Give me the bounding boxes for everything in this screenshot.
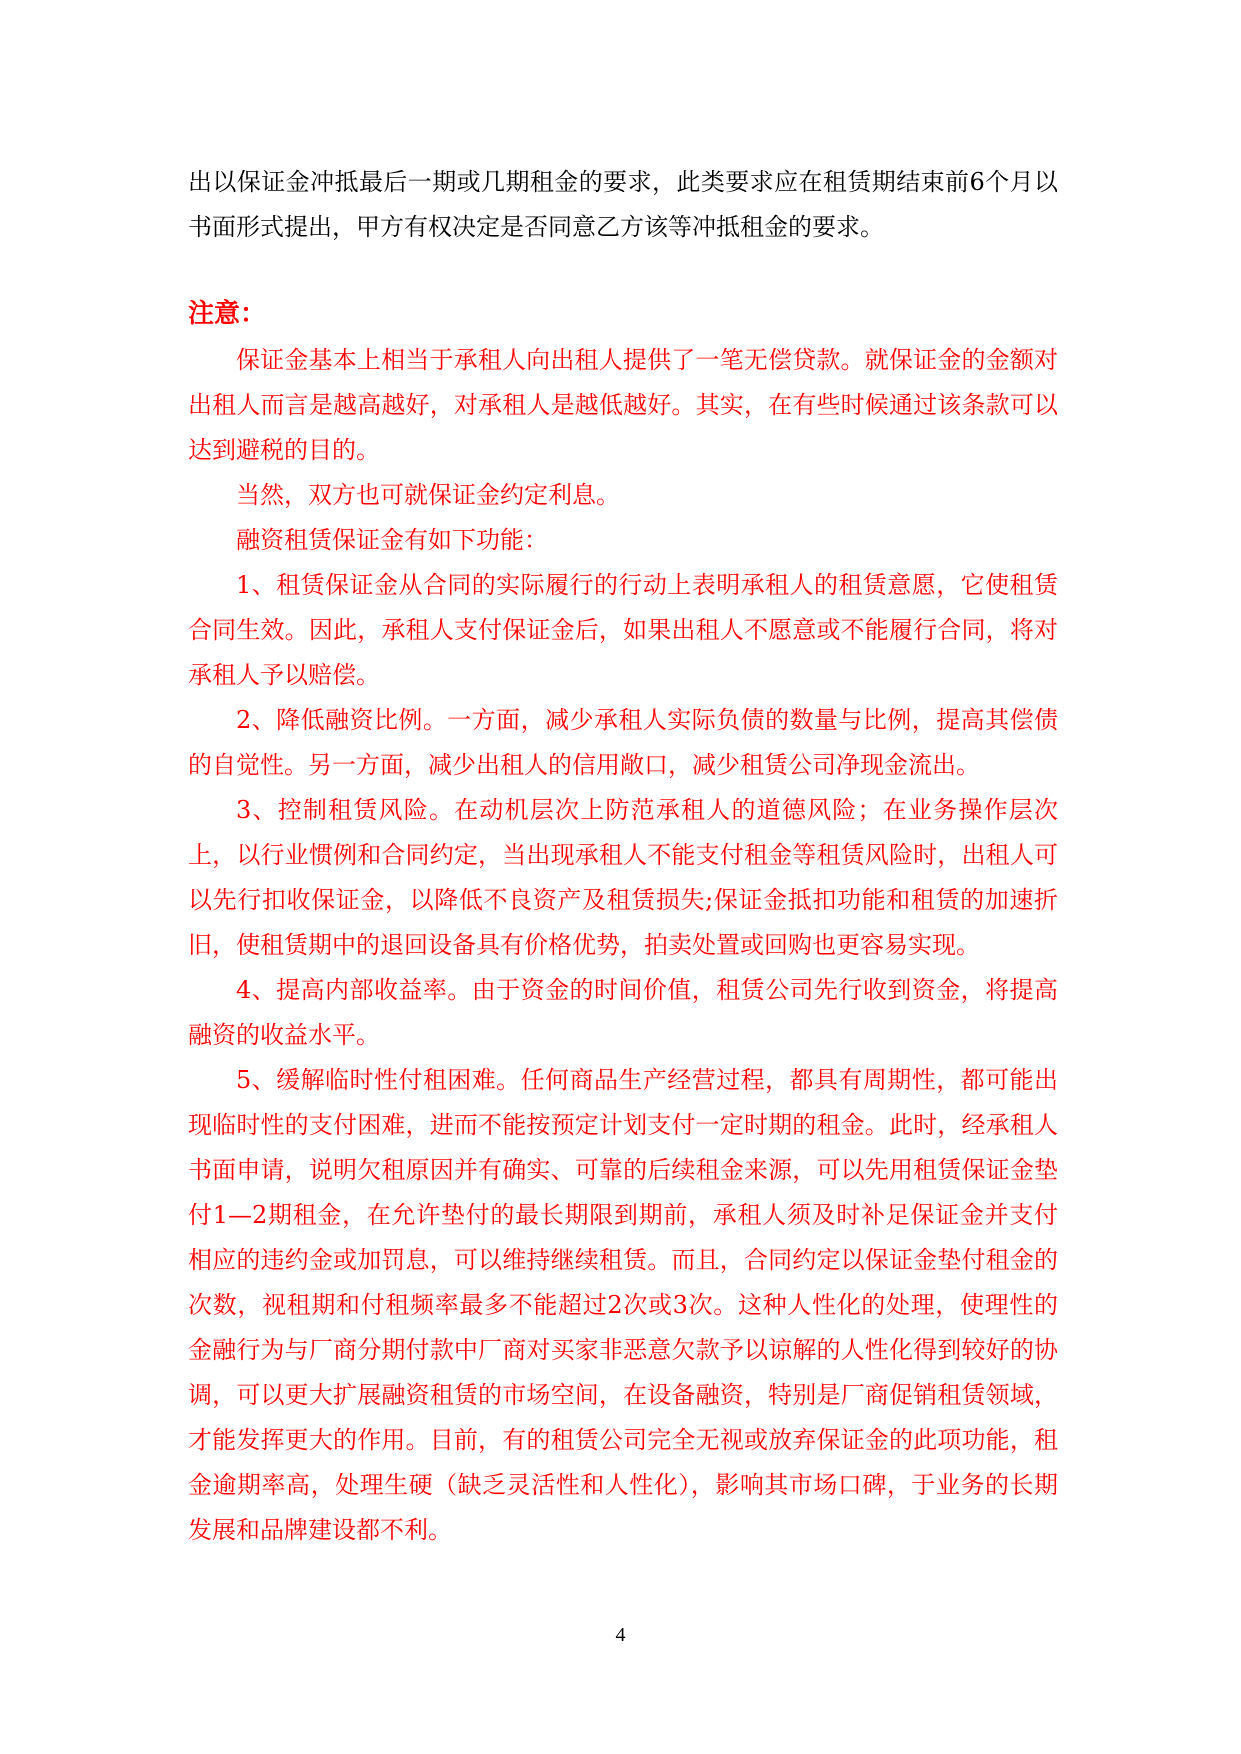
function-item-1: 1、租赁保证金从合同的实际履行的行动上表明承租人的租赁意愿，它使租赁合同生效。因此，承租人支付保证金后，如果出租人不愿意或不能履行合同，将对承租人予以赔偿。 <box>188 571 1058 689</box>
note-paragraph-tax: 保证金基本上相当于承租人向出租人提供了一笔无偿贷款。就保证金的金额对出租人而言是越高越好，对承租人是越低越好。其实，在有些时候通过该条款可以达到避税的目的。 <box>188 346 1058 464</box>
page-number: 4 <box>615 1624 626 1646</box>
intro-paragraph: 出以保证金冲抵最后一期或几期租金的要求，此类要求应在租赁期结束前6个月以书面形式提出，甲方有权决定是否同意乙方该等冲抵租金的要求。 <box>188 168 1058 241</box>
function-item-5: 5、缓解临时性付租困难。任何商品生产经营过程，都具有周期性，都可能出现临时性的支付困难，进而不能按预定计划支付一定时期的租金。此时，经承租人书面申请，说明欠租原因并有确实、可靠的后续租金来源，可以先用租赁保证金垫付1—2期租金，在允许垫付的最长期限到期前，承租人须及时补足保证金并支付相应的违约金或加罚息，可以维持继续租赁。而且，合同约定以保证金垫付租金的次数，视租期和付租频率最多不能超过2次或3次。这种人性化的处理，使理性的金融行为与厂商分期付款中厂商对买家非恶意欠款予以谅解的人性化得到较好的协调，可以更大扩展融资租赁的市场空间，在设备融资，特别是厂商促销租赁领域，才能发挥更大的作用。目前，有的租赁公司完全无视或放弃保证金的此项功能，租金逾期率高，处理生硬（缺乏灵活性和人性化），影响其市场口碑，于业务的长期发展和品牌建设都不利。 <box>188 1066 1058 1544</box>
note-heading: 注意： <box>188 299 267 329</box>
note-paragraph-functions-intro: 融资租赁保证金有如下功能： <box>236 526 548 554</box>
function-item-2: 2、降低融资比例。一方面，减少承租人实际负债的数量与比例，提高其偿债的自觉性。另一方面，减少出租人的信用敞口，减少租赁公司净现金流出。 <box>188 706 1058 779</box>
function-item-4: 4、提高内部收益率。由于资金的时间价值，租赁公司先行收到资金，将提高融资的收益水平。 <box>188 976 1058 1049</box>
page-content <box>188 160 1058 1553</box>
note-paragraph-interest: 当然，双方也可就保证金约定利息。 <box>236 481 620 509</box>
function-item-3: 3、控制租赁风险。在动机层次上防范承租人的道德风险；在业务操作层次上，以行业惯例和合同约定，当出现承租人不能支付租金等租赁风险时，出租人可以先行扣收保证金，以降低不良资产及租赁损失;保证金抵扣功能和租赁的加速折旧，使租赁期中的退回设备具有价格优势，拍卖处置或回购也更容易实现。 <box>188 796 1058 959</box>
